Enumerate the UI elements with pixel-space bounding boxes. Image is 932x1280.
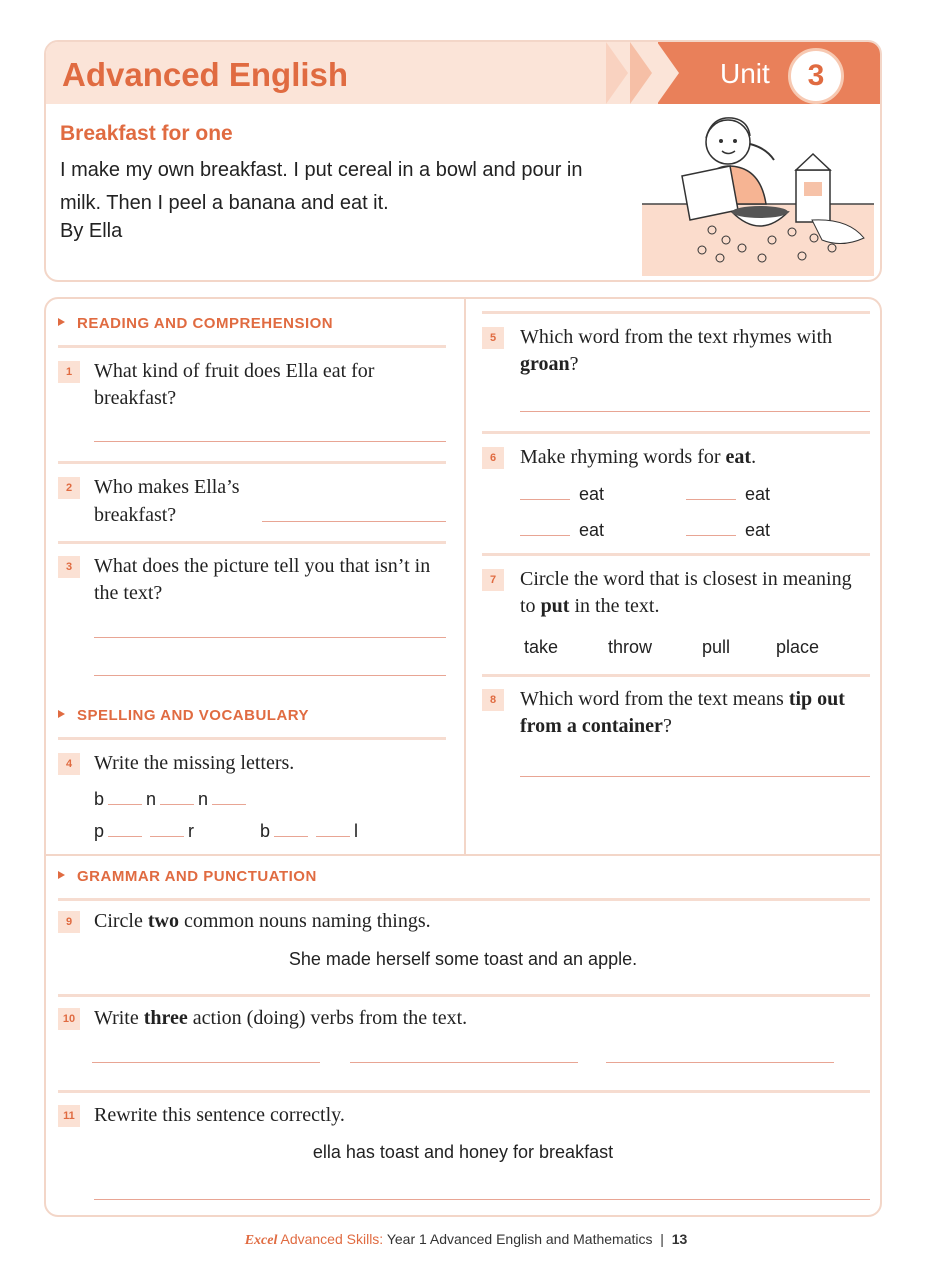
section-grammar-heading: GRAMMAR AND PUNCTUATION	[58, 868, 317, 885]
question-number: 1	[58, 361, 80, 383]
missing-letters-row-2b: b l	[260, 821, 359, 841]
rhyme-slot: eat	[520, 484, 604, 505]
question-number: 11	[58, 1105, 80, 1127]
question-number: 8	[482, 689, 504, 711]
rhyme-blank[interactable]	[520, 499, 570, 500]
letter-blank[interactable]	[316, 836, 350, 837]
letter-blank[interactable]	[150, 836, 184, 837]
triangle-bullet-icon	[58, 318, 65, 326]
divider	[482, 431, 870, 434]
option-take[interactable]: take	[524, 637, 559, 657]
answer-line[interactable]	[94, 441, 446, 442]
letter-blank[interactable]	[212, 804, 246, 805]
question-5-text: Which word from the text rhymes with groan?	[520, 326, 833, 375]
question-number: 7	[482, 569, 504, 591]
answer-line[interactable]	[262, 521, 446, 522]
rhyme-blank[interactable]	[520, 535, 570, 536]
page-footer	[0, 1231, 932, 1249]
question-6-text: Make rhyming words for eat.	[520, 446, 757, 468]
question-number: 9	[58, 911, 80, 933]
divider	[58, 541, 446, 544]
question-11-sentence: ella has toast and honey for breakfast	[312, 1142, 614, 1162]
questions-card	[44, 297, 882, 1217]
question-10-text: Write three action (doing) verbs from the text.	[94, 1007, 468, 1029]
question-number: 6	[482, 447, 504, 469]
unit-label: Unit	[720, 58, 770, 89]
question-3-text: What does the picture tell you that isn’t in the text?	[94, 555, 431, 604]
question-2-text-b: breakfast?	[94, 504, 177, 526]
question-7-text: Circle the word that is closest in meaning to put in the text.	[520, 568, 852, 617]
answer-line[interactable]	[94, 675, 446, 676]
section-reading-heading: READING AND COMPREHENSION	[58, 315, 333, 332]
missing-letters-row-1: b n n	[94, 789, 250, 810]
letter-blank[interactable]	[108, 836, 142, 837]
option-place[interactable]: place	[776, 637, 820, 657]
footer-separator: |	[660, 1231, 664, 1247]
girl-breakfast-illustration	[642, 108, 874, 276]
divider	[58, 345, 446, 348]
footer-book-title: Year 1 Advanced English and Mathematics	[386, 1231, 653, 1247]
story-title: Breakfast for one	[60, 122, 233, 145]
question-number: 3	[58, 556, 80, 578]
question-11-text: Rewrite this sentence correctly.	[94, 1104, 345, 1126]
story-card	[44, 40, 882, 282]
question-number: 5	[482, 327, 504, 349]
divider	[58, 461, 446, 464]
answer-line[interactable]	[520, 411, 870, 412]
divider	[482, 553, 870, 556]
question-8-text: Which word from the text means tip out from a container?	[520, 688, 845, 737]
footer-brand: Excel	[244, 1233, 278, 1248]
letter-blank[interactable]	[160, 804, 194, 805]
option-throw[interactable]: throw	[608, 637, 653, 657]
rhyme-blank[interactable]	[686, 499, 736, 500]
divider	[482, 674, 870, 677]
rhyme-slot: eat	[686, 520, 770, 541]
page-title: Advanced English	[62, 56, 349, 93]
question-number: 2	[58, 477, 80, 499]
divider	[58, 898, 870, 901]
section-divider	[46, 854, 880, 856]
column-divider	[464, 299, 466, 855]
option-pull[interactable]: pull	[702, 637, 731, 657]
chevron-decoration	[630, 42, 652, 104]
story-author: By Ella	[60, 220, 123, 242]
question-9-text: Circle two common nouns naming things.	[94, 910, 431, 932]
answer-line[interactable]	[350, 1062, 578, 1063]
answer-line[interactable]	[520, 776, 870, 777]
question-4-text: Write the missing letters.	[94, 752, 295, 774]
chevron-decoration	[606, 42, 628, 104]
footer-series: Advanced Skills:	[280, 1231, 384, 1247]
answer-line[interactable]	[92, 1062, 320, 1063]
question-1-text: What kind of fruit does Ella eat for breakfast?	[94, 360, 375, 409]
rhyme-slot: eat	[520, 520, 604, 541]
rhyme-slot: eat	[686, 484, 770, 505]
letter-blank[interactable]	[108, 804, 142, 805]
divider	[58, 737, 446, 740]
question-number: 10	[58, 1008, 80, 1030]
letter-blank[interactable]	[274, 836, 308, 837]
question-9-sentence: She made herself some toast and an apple.	[288, 949, 638, 969]
divider	[58, 1090, 870, 1093]
story-text: I make my own breakfast. I put cereal in a bowl and pour in milk. Then I peel a banana and eat it.	[60, 159, 583, 214]
question-number: 4	[58, 753, 80, 775]
triangle-bullet-icon	[58, 710, 65, 718]
triangle-bullet-icon	[58, 871, 65, 879]
question-2-text-a: Who makes Ella’s	[94, 476, 240, 498]
unit-number: 3	[788, 48, 844, 104]
answer-line[interactable]	[606, 1062, 834, 1063]
missing-letters-row-2a: p r	[94, 821, 195, 841]
answer-line[interactable]	[94, 1199, 870, 1200]
section-spelling-heading: SPELLING AND VOCABULARY	[58, 707, 309, 724]
divider	[482, 311, 870, 314]
page-number: 13	[671, 1231, 688, 1247]
divider	[58, 994, 870, 997]
answer-line[interactable]	[94, 637, 446, 638]
rhyme-blank[interactable]	[686, 535, 736, 536]
